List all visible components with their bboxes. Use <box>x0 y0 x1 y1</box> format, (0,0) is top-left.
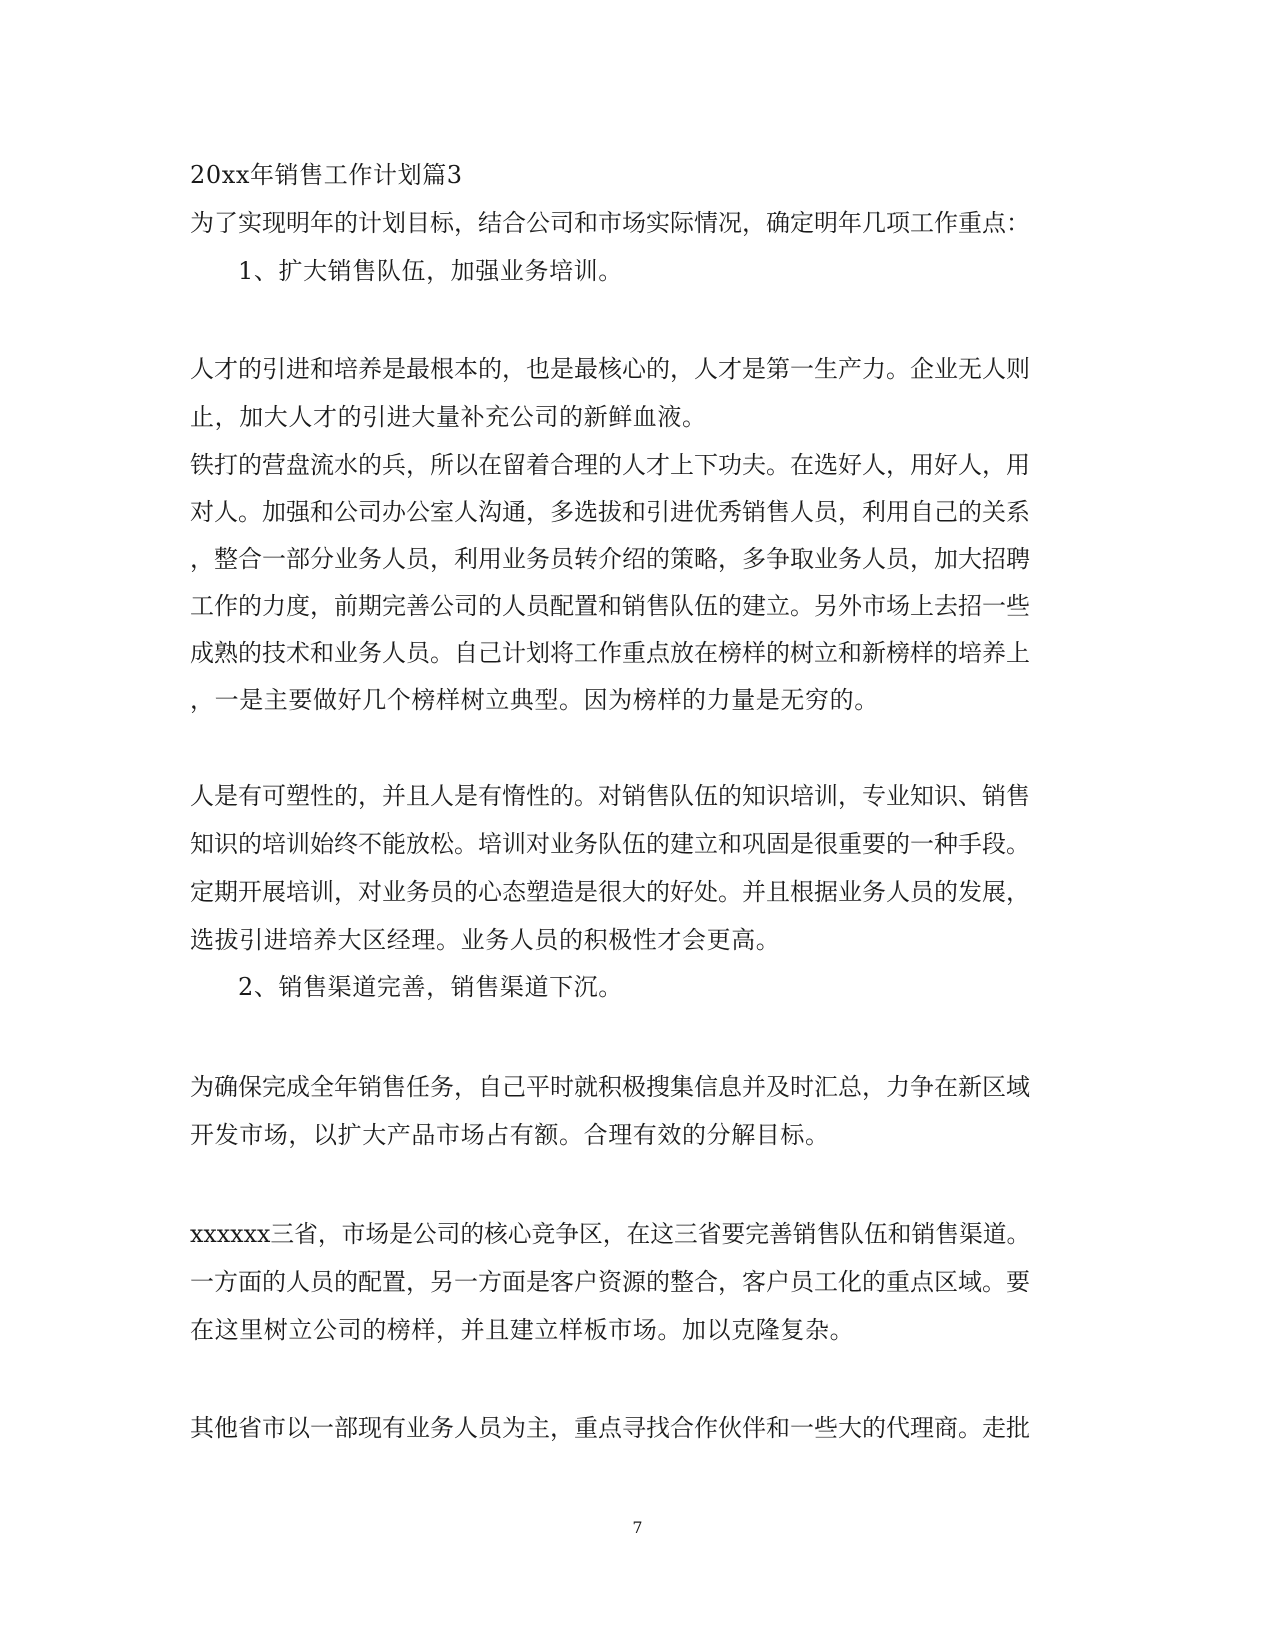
paragraph-line: 为确保完成全年销售任务，自己平时就积极搜集信息并及时汇总，力争在新区域 <box>190 1073 1030 1101</box>
paragraph-line: ，一是主要做好几个榜样树立典型。因为榜样的力量是无穷的。 <box>190 686 879 714</box>
paragraph-line: 人才的引进和培养是最根本的，也是最核心的，人才是第一生产力。企业无人则 <box>190 355 1030 383</box>
paragraph-line: 选拔引进培养大区经理。业务人员的积极性才会更高。 <box>190 926 781 954</box>
paragraph-line: 定期开展培训，对业务员的心态塑造是很大的好处。并且根据业务人员的发展， <box>190 878 1030 906</box>
paragraph-line: 成熟的技术和业务人员。自己计划将工作重点放在榜样的树立和新榜样的培养上 <box>190 639 1030 667</box>
paragraph-line: 其他省市以一部现有业务人员为主，重点寻找合作伙伴和一些大的代理商。走批 <box>190 1414 1030 1442</box>
paragraph-line: 开发市场，以扩大产品市场占有额。合理有效的分解目标。 <box>190 1121 830 1149</box>
paragraph-line: ，整合一部分业务人员，利用业务员转介绍的策略，多争取业务人员，加大招聘 <box>190 545 1030 573</box>
document-title: 20xx年销售工作计划篇3 <box>190 161 463 189</box>
paragraph-line: 铁打的营盘流水的兵，所以在留着合理的人才上下功夫。在选好人，用好人，用 <box>190 451 1030 479</box>
paragraph-line: 在这里树立公司的榜样，并且建立样板市场。加以克隆复杂。 <box>190 1316 855 1344</box>
paragraph-line: 对人。加强和公司办公室人沟通，多选拔和引进优秀销售人员，利用自己的关系 <box>190 498 1030 526</box>
paragraph-line: 一方面的人员的配置，另一方面是客户资源的整合，客户员工化的重点区域。要 <box>190 1268 1030 1296</box>
section-heading-2: 2、销售渠道完善，销售渠道下沉。 <box>238 973 623 1001</box>
paragraph-line: 知识的培训始终不能放松。培训对业务队伍的建立和巩固是很重要的一种手段。 <box>190 830 1030 858</box>
section-heading-1: 1、扩大销售队伍，加强业务培训。 <box>238 257 623 285</box>
paragraph-line: xxxxxx三省，市场是公司的核心竞争区，在这三省要完善销售队伍和销售渠道。 <box>190 1220 1031 1248</box>
paragraph-line: 人是有可塑性的，并且人是有惰性的。对销售队伍的知识培训，专业知识、销售 <box>190 782 1030 810</box>
intro-paragraph: 为了实现明年的计划目标，结合公司和市场实际情况，确定明年几项工作重点： <box>190 209 1030 237</box>
page-number: 7 <box>632 1518 643 1537</box>
paragraph-line: 止，加大人才的引进大量补充公司的新鲜血液。 <box>190 403 707 431</box>
paragraph-line: 工作的力度，前期完善公司的人员配置和销售队伍的建立。另外市场上去招一些 <box>190 592 1030 620</box>
